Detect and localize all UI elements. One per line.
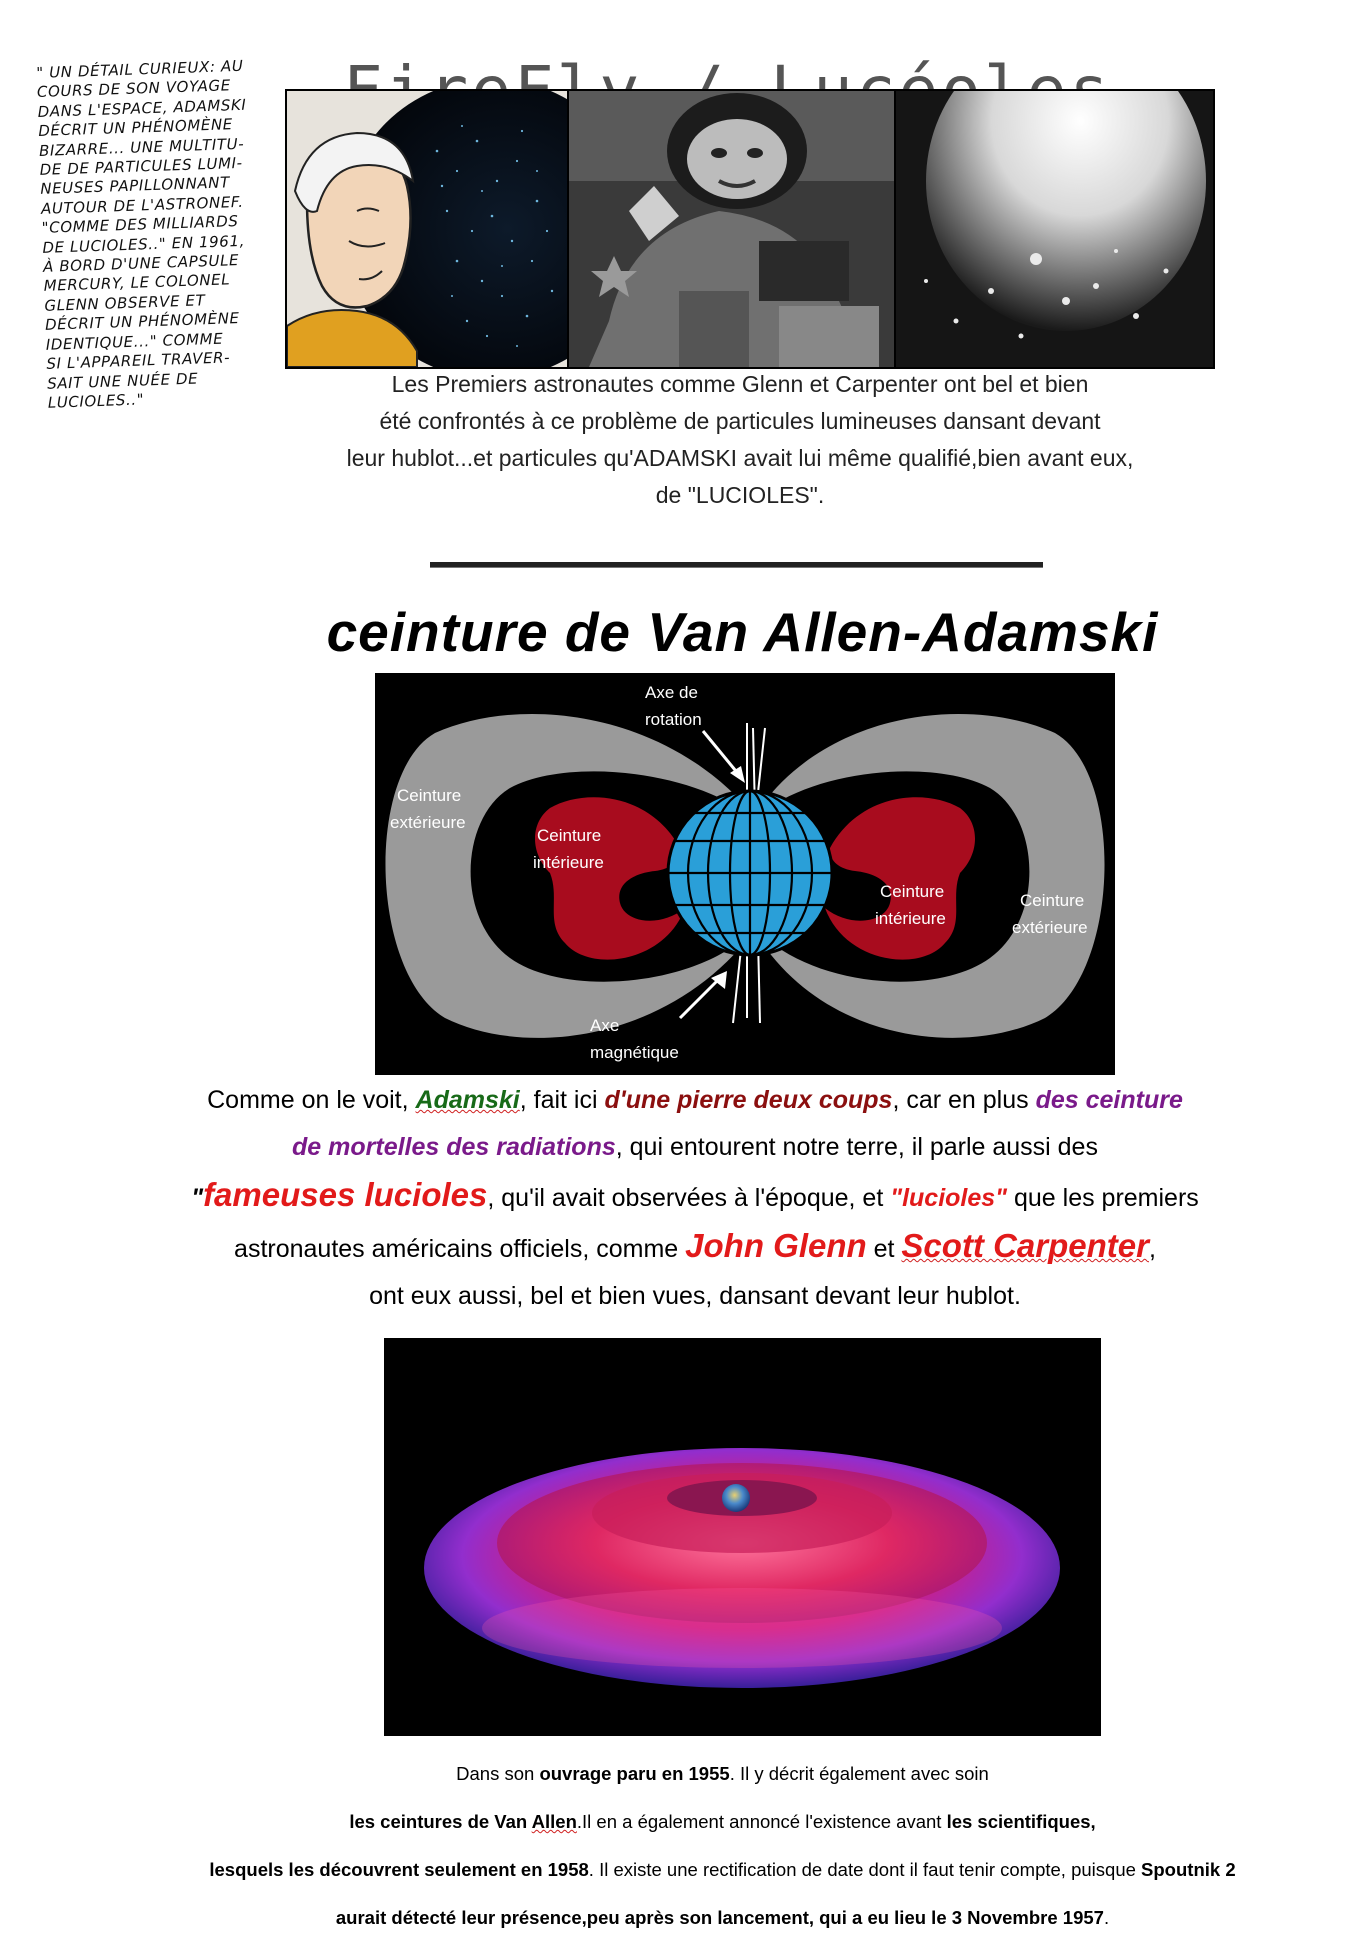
bottom-text: . Il y décrit également avec soin (729, 1763, 989, 1784)
bottom-paragraph (100, 1750, 1345, 1942)
label-axe-rotation: Axe de (645, 683, 698, 702)
comment-line (95, 1222, 1295, 1273)
bottom-text: . (1103, 1907, 1110, 1928)
comic-quote-line: " UN DÉTAIL CURIEUX: AU (36, 56, 244, 82)
label-inner-belt-right: Ceinture (880, 882, 945, 901)
astronaut-photo-panel (569, 91, 896, 367)
comment-text: , (1148, 1235, 1156, 1263)
comment-text: " (191, 1184, 204, 1212)
name-john-glenn: John Glenn (685, 1227, 867, 1264)
bottom-bold: les ceintures de Van (349, 1811, 532, 1832)
comic-quote-line: MERCURY, LE COLONEL (43, 270, 231, 296)
name-scott-carpenter: Scott Carpenter (901, 1227, 1149, 1264)
comment-text: astronautes américains officiels, comme (234, 1235, 686, 1263)
highlight-radiations: de mortelles des radiations (292, 1133, 616, 1161)
particles-photo-image (896, 91, 1213, 367)
intro-line: de "LUCIOLES". (655, 482, 825, 508)
comic-quote-line: DÉCRIT UN PHÉNOMÈNE (44, 309, 240, 335)
intro-line: leur hublot...et particules qu'ADAMSKI avait lui même qualifié,bien avant eux, (346, 445, 1134, 471)
bottom-bold: les scientifiques, (946, 1811, 1096, 1832)
bottom-line (100, 1894, 1345, 1942)
comic-quote-text (36, 55, 313, 413)
bottom-text: Dans son (456, 1763, 540, 1784)
bottom-line (100, 1846, 1345, 1894)
bottom-bold: Spoutnik 2 (1141, 1859, 1236, 1880)
comic-adamski-panel (287, 91, 569, 367)
comic-quote-line: "COMME DES MILLIARDS (41, 212, 239, 238)
comic-quote-line: BIZARRE... UNE MULTITU- (38, 134, 245, 160)
bottom-bold: Allen (531, 1811, 577, 1832)
photo-strip (285, 89, 1215, 369)
comic-quote-line: DÉCRIT UN PHÉNOMÈNE (38, 115, 234, 141)
horizontal-divider (430, 562, 1043, 568)
comic-quote-line: NEUSES PAPILLONNANT (40, 173, 231, 199)
van-allen-belt-diagram (375, 673, 1115, 1075)
bottom-text: . Il existe une rectification de date dont il faut tenir compte, puisque (588, 1859, 1142, 1880)
highlight-ceinture: des ceinture (1035, 1086, 1183, 1114)
radiation-belt-torus-image (384, 1338, 1101, 1736)
earth-icon (722, 1484, 750, 1512)
highlight-fameuses-lucioles: fameuses lucioles (203, 1176, 488, 1213)
comment-line (95, 1124, 1295, 1171)
comment-text: , fait ici (519, 1086, 605, 1114)
label-axe-magnetique: magnétique (590, 1043, 679, 1062)
label-inner-belt-right: intérieure (875, 909, 946, 928)
label-outer-belt-left: extérieure (390, 813, 466, 832)
bottom-line (100, 1750, 1345, 1798)
intro-line: été confrontés à ce problème de particules lumineuses dansant devant (379, 408, 1101, 434)
label-outer-belt-right: Ceinture (1020, 891, 1085, 910)
comment-text: , qui entourent notre terre, il parle aussi des (615, 1133, 1098, 1161)
bottom-bold: ouvrage paru en 1955 (539, 1763, 730, 1784)
comic-quote-line: AUTOUR DE L'ASTRONEF. (40, 192, 244, 218)
comic-quote-line: DE DE PARTICULES LUMI- (39, 153, 243, 179)
comic-quote-line: DE LUCIOLES.." EN 1961, (42, 231, 246, 257)
intro-line: Les Premiers astronautes comme Glenn et Carpenter ont bel et bien (391, 371, 1089, 397)
earth-globe-icon (668, 791, 832, 955)
comment-text: Comme on le voit, (207, 1086, 416, 1114)
astronaut-photo-image (569, 91, 894, 367)
section-heading: ceinture de Van Allen-Adamski (326, 601, 1159, 663)
comment-line (95, 1077, 1295, 1124)
bottom-bold: lesquels les découvrent seulement en 1958 (209, 1859, 589, 1880)
comment-text: et (866, 1235, 902, 1263)
comment-text: , qu'il avait observées à l'époque, et (487, 1184, 891, 1212)
particles-photo-panel (896, 91, 1213, 367)
comment-line (95, 1171, 1295, 1222)
label-inner-belt-left: intérieure (533, 853, 604, 872)
name-adamski: Adamski (415, 1086, 520, 1114)
highlight-pierre: d'une pierre deux coups (604, 1086, 893, 1114)
comic-quote-line: DANS L'ESPACE, ADAMSKI (37, 95, 247, 121)
bottom-bold: aurait détecté leur présence,peu après son lancement, qui a eu lieu le 3 Novembre 1957 (335, 1907, 1104, 1928)
bottom-line (100, 1798, 1345, 1846)
belt-diagram-svg (375, 673, 1115, 1075)
comic-quote-line: SAIT UNE NUÉE DE (46, 369, 199, 393)
comic-quote-line: IDENTIQUE..." COMME (45, 329, 224, 354)
label-outer-belt-left: Ceinture (397, 786, 462, 805)
comic-adamski-image (287, 91, 567, 367)
bottom-text: .Il en a également annoncé l'existence avant (576, 1811, 947, 1832)
label-axe-rotation: rotation (645, 710, 702, 729)
label-inner-belt-left: Ceinture (537, 826, 602, 845)
comment-text: , car en plus (892, 1086, 1036, 1114)
comic-quote-line: LUCIOLES.." (47, 390, 145, 412)
comic-quote-line: SI L'APPAREIL TRAVER- (46, 348, 231, 373)
comment-paragraph (95, 1077, 1295, 1320)
comic-quote-line: GLENN OBSERVE ET (44, 291, 206, 315)
comic-quote-line: COURS DE SON VOYAGE (36, 76, 232, 102)
intro-paragraph (290, 366, 1190, 514)
comment-line: ont eux aussi, bel et bien vues, dansant devant leur hublot. (369, 1282, 1021, 1310)
label-outer-belt-right: extérieure (1012, 918, 1088, 937)
comic-quote-line: À BORD D'UNE CAPSULE (42, 251, 240, 276)
highlight-lucioles: "lucioles" (890, 1184, 1008, 1212)
label-axe-magnetique: Axe (590, 1016, 620, 1035)
comment-text: que les premiers (1007, 1184, 1199, 1212)
torus-render (384, 1338, 1101, 1736)
